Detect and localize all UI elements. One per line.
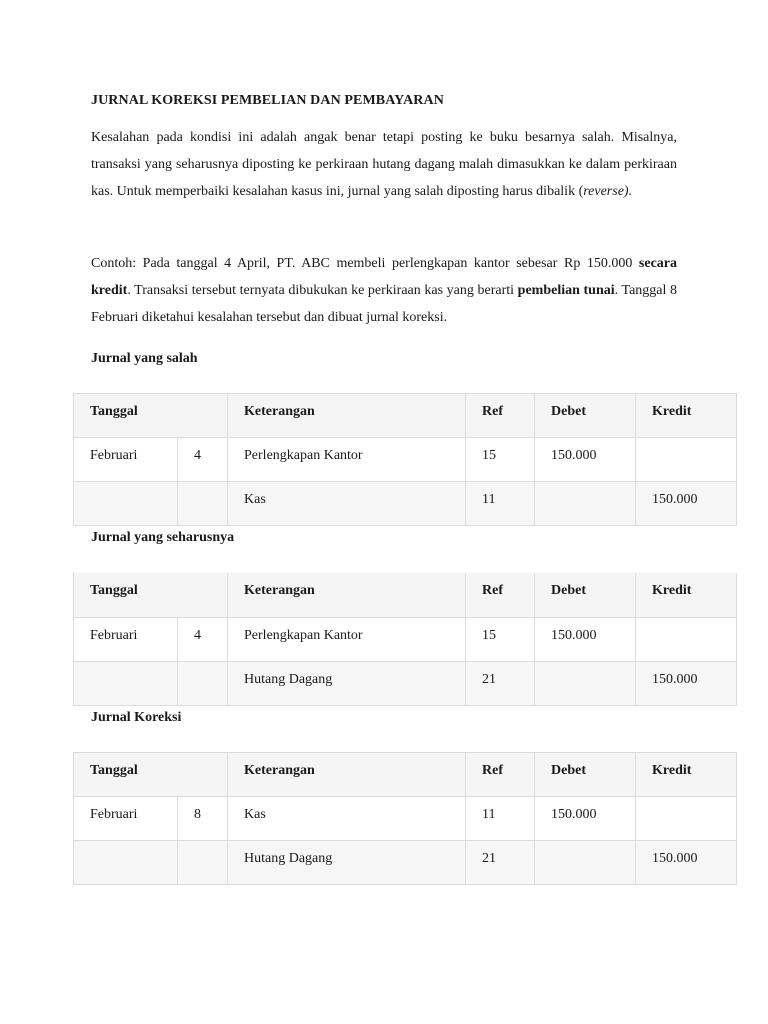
- cell-tgl: 8: [178, 797, 228, 841]
- cell-bulan: [74, 482, 178, 526]
- table-header-row: [74, 573, 737, 617]
- cell-tgl: [178, 661, 228, 705]
- example-part-2: . Transaksi tersebut ternyata dibukukan ke perkiraan kas yang berarti: [127, 283, 518, 298]
- page-title: JURNAL KOREKSI PEMBELIAN DAN PEMBAYARAN: [91, 93, 444, 108]
- cell-debet: [535, 482, 636, 526]
- cell-ref: 11: [466, 797, 535, 841]
- col-header-debet: Debet: [535, 573, 636, 617]
- cell-debet: 150.000: [535, 617, 636, 661]
- col-header-keterangan: Keterangan: [228, 753, 466, 797]
- cell-bulan: [74, 661, 178, 705]
- cell-keterangan: Hutang Dagang: [228, 841, 466, 885]
- col-header-tanggal: Tanggal: [74, 753, 228, 797]
- journal-table-koreksi: [73, 752, 737, 885]
- cell-tgl: 4: [178, 617, 228, 661]
- col-header-tanggal: Tanggal: [74, 573, 228, 617]
- table-row: [74, 661, 737, 705]
- cell-keterangan: Perlengkapan Kantor: [228, 617, 466, 661]
- paragraph-explanation-text: Kesalahan pada kondisi ini adalah angak benar tetapi posting ke buku besarnya salah. Misalnya, transaksi yang seharusnya diposting ke perkiraan hutang dagang malah dimasukkan ke dalam perkiraan kas. Untuk memperbaiki kesalahan kasus ini, jurnal yang salah diposting harus dibalik (: [91, 130, 677, 199]
- col-header-debet: Debet: [535, 753, 636, 797]
- cell-debet: 150.000: [535, 797, 636, 841]
- cell-bulan: Februari: [74, 797, 178, 841]
- table-row: [74, 797, 737, 841]
- cell-debet: [535, 661, 636, 705]
- paragraph-explanation-italic: reverse).: [583, 184, 633, 199]
- cell-ref: 15: [466, 438, 535, 482]
- cell-ref: 21: [466, 841, 535, 885]
- col-header-ref: Ref: [466, 753, 535, 797]
- cell-tgl: [178, 841, 228, 885]
- table-header-row: [74, 753, 737, 797]
- col-header-tanggal: Tanggal: [74, 394, 228, 438]
- cell-tgl: [178, 482, 228, 526]
- cell-kredit: 150.000: [636, 482, 737, 526]
- cell-kredit: [636, 617, 737, 661]
- paragraph-example: [91, 250, 677, 331]
- col-header-kredit: Kredit: [636, 394, 737, 438]
- cell-kredit: 150.000: [636, 661, 737, 705]
- table-row: [74, 841, 737, 885]
- col-header-keterangan: Keterangan: [228, 394, 466, 438]
- cell-ref: 11: [466, 482, 535, 526]
- col-header-kredit: Kredit: [636, 573, 737, 617]
- cell-kredit: [636, 797, 737, 841]
- cell-debet: [535, 841, 636, 885]
- cell-tgl: 4: [178, 438, 228, 482]
- journal-heading-koreksi: Jurnal Koreksi: [91, 710, 182, 725]
- col-header-debet: Debet: [535, 394, 636, 438]
- journal-table-seharusnya: [73, 573, 737, 706]
- col-header-keterangan: Keterangan: [228, 573, 466, 617]
- col-header-kredit: Kredit: [636, 753, 737, 797]
- cell-kredit: [636, 438, 737, 482]
- col-header-ref: Ref: [466, 573, 535, 617]
- journal-heading-salah: Jurnal yang salah: [91, 351, 198, 366]
- example-bold-tunai: pembelian tunai: [517, 283, 615, 298]
- cell-ref: 15: [466, 617, 535, 661]
- paragraph-explanation: [91, 124, 677, 205]
- cell-keterangan: Kas: [228, 797, 466, 841]
- cell-keterangan: Hutang Dagang: [228, 661, 466, 705]
- cell-keterangan: Perlengkapan Kantor: [228, 438, 466, 482]
- cell-bulan: Februari: [74, 438, 178, 482]
- col-header-ref: Ref: [466, 394, 535, 438]
- example-part-3: . Tanggal 8 Februari diketahui kesalahan tersebut dan dibuat jurnal koreksi.: [91, 283, 677, 325]
- table-row: [74, 438, 737, 482]
- table-header-row: [74, 394, 737, 438]
- example-bold-kredit: secara kredit: [91, 256, 677, 298]
- cell-bulan: Februari: [74, 617, 178, 661]
- cell-debet: 150.000: [535, 438, 636, 482]
- table-row: [74, 617, 737, 661]
- example-part-1: Contoh: Pada tanggal 4 April, PT. ABC membeli perlengkapan kantor sebesar Rp 150.000: [91, 256, 639, 271]
- cell-keterangan: Kas: [228, 482, 466, 526]
- journal-table-salah: [73, 393, 737, 526]
- cell-bulan: [74, 841, 178, 885]
- journal-heading-seharusnya: Jurnal yang seharusnya: [91, 530, 235, 545]
- cell-kredit: 150.000: [636, 841, 737, 885]
- cell-ref: 21: [466, 661, 535, 705]
- table-row: [74, 482, 737, 526]
